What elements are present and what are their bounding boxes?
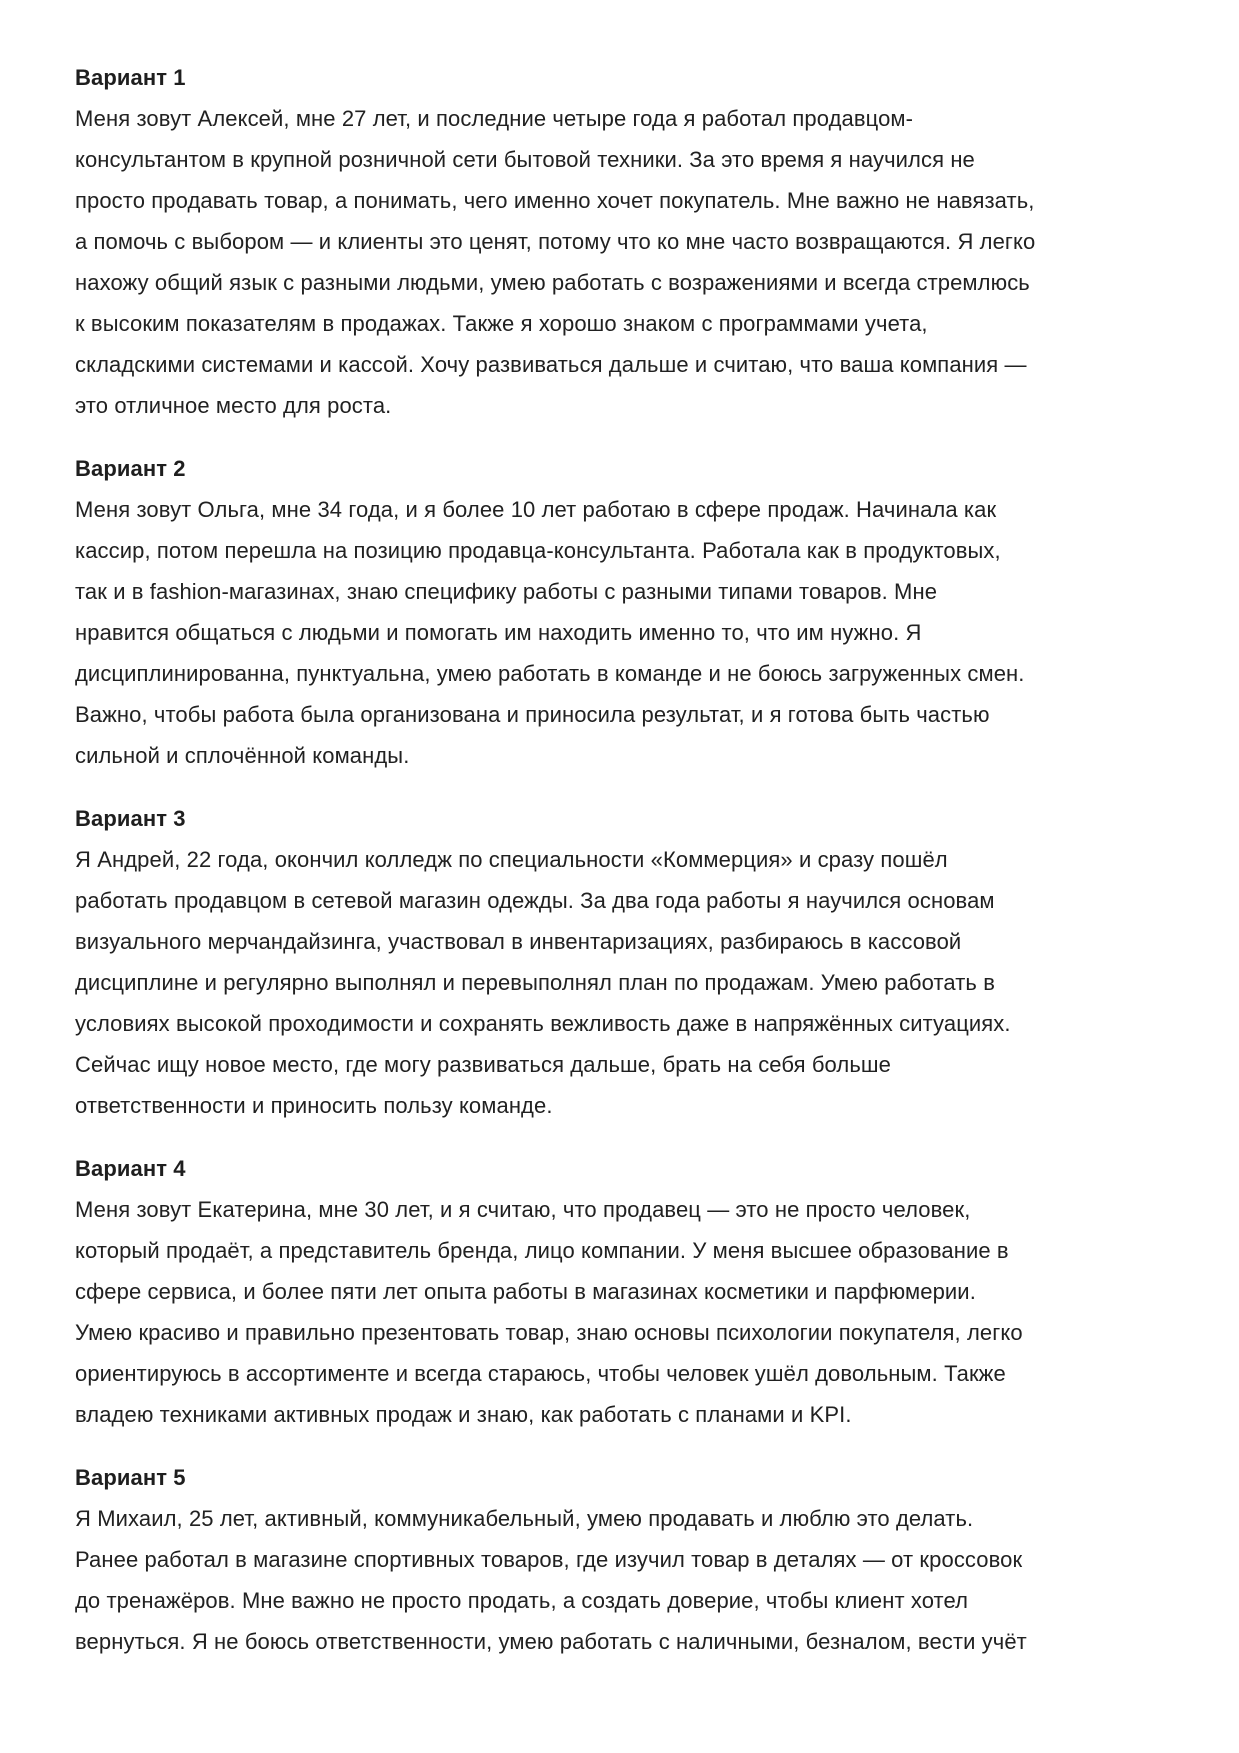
section-heading: Вариант 3 [75,806,186,831]
section-variant-5 [75,1457,1040,1662]
section-body-text: Меня зовут Ольга, мне 34 года, и я более 10 лет работаю в сфере продаж. Начинала как кассир, потом перешла на позицию продавца-консультанта. Работала как в продуктовых, так и в fashion-магазинах, знаю специфику работы с разными типами товаров. Мне нравится общаться с людьми и помогать им находить именно то, что им нужно. Я дисциплинированна, пунктуальна, умею работать в команде и не боюсь загруженных смен. Важно, чтобы работа была организована и приносила результат, и я готова быть частью сильной и сплочённой команды. [75,497,1025,768]
section-body-text: Я Михаил, 25 лет, активный, коммуникабельный, умею продавать и люблю это делать. Ранее работал в магазине спортивных товаров, где изучил товар в деталях — от кроссовок до тренажёров. Мне важно не просто продать, а создать доверие, чтобы клиент хотел вернуться. Я не боюсь ответственности, умею работать с наличными, безналом, вести учёт [75,1506,1027,1654]
section-body-text: Меня зовут Екатерина, мне 30 лет, и я считаю, что продавец — это не просто человек, который продаёт, а представитель бренда, лицо компании. У меня высшее образование в сфере сервиса, и более пяти лет опыта работы в магазинах косметики и парфюмерии. Умею красиво и правильно презентовать товар, знаю основы психологии покупателя, легко ориентируюсь в ассортименте и всегда стараюсь, чтобы человек ушёл довольным. Также владею техниками активных продаж и знаю, как работать с планами и KPI. [75,1197,1023,1427]
section-heading: Вариант 1 [75,65,186,90]
section-body-text: Я Андрей, 22 года, окончил колледж по специальности «Коммерция» и сразу пошёл работать продавцом в сетевой магазин одежды. За два года работы я научился основам визуального мерчандайзинга, участвовал в инвентаризациях, разбираюсь в кассовой дисциплине и регулярно выполнял и перевыполнял план по продажам. Умею работать в условиях высокой проходимости и сохранять вежливость даже в напряжённых ситуациях. Сейчас ищу новое место, где могу развиваться дальше, брать на себя больше ответственности и приносить пользу команде. [75,847,1011,1118]
section-variant-2 [75,448,1040,776]
section-body-text: Меня зовут Алексей, мне 27 лет, и последние четыре года я работал продавцом-консультантом в крупной розничной сети бытовой техники. За это время я научился не просто продавать товар, а понимать, чего именно хочет покупатель. Мне важно не навязать, а помочь с выбором — и клиенты это ценят, потому что ко мне часто возвращаются. Я легко нахожу общий язык с разными людьми, умею работать с возражениями и всегда стремлюсь к высоким показателям в продажах. Также я хорошо знаком с программами учета, складскими системами и кассой. Хочу развиваться дальше и считаю, что ваша компания — это отличное место для роста. [75,106,1036,418]
section-variant-1 [75,57,1040,426]
section-heading: Вариант 5 [75,1465,186,1490]
section-variant-3 [75,798,1040,1126]
section-heading: Вариант 4 [75,1156,186,1181]
section-variant-4 [75,1148,1040,1435]
section-heading: Вариант 2 [75,456,186,481]
